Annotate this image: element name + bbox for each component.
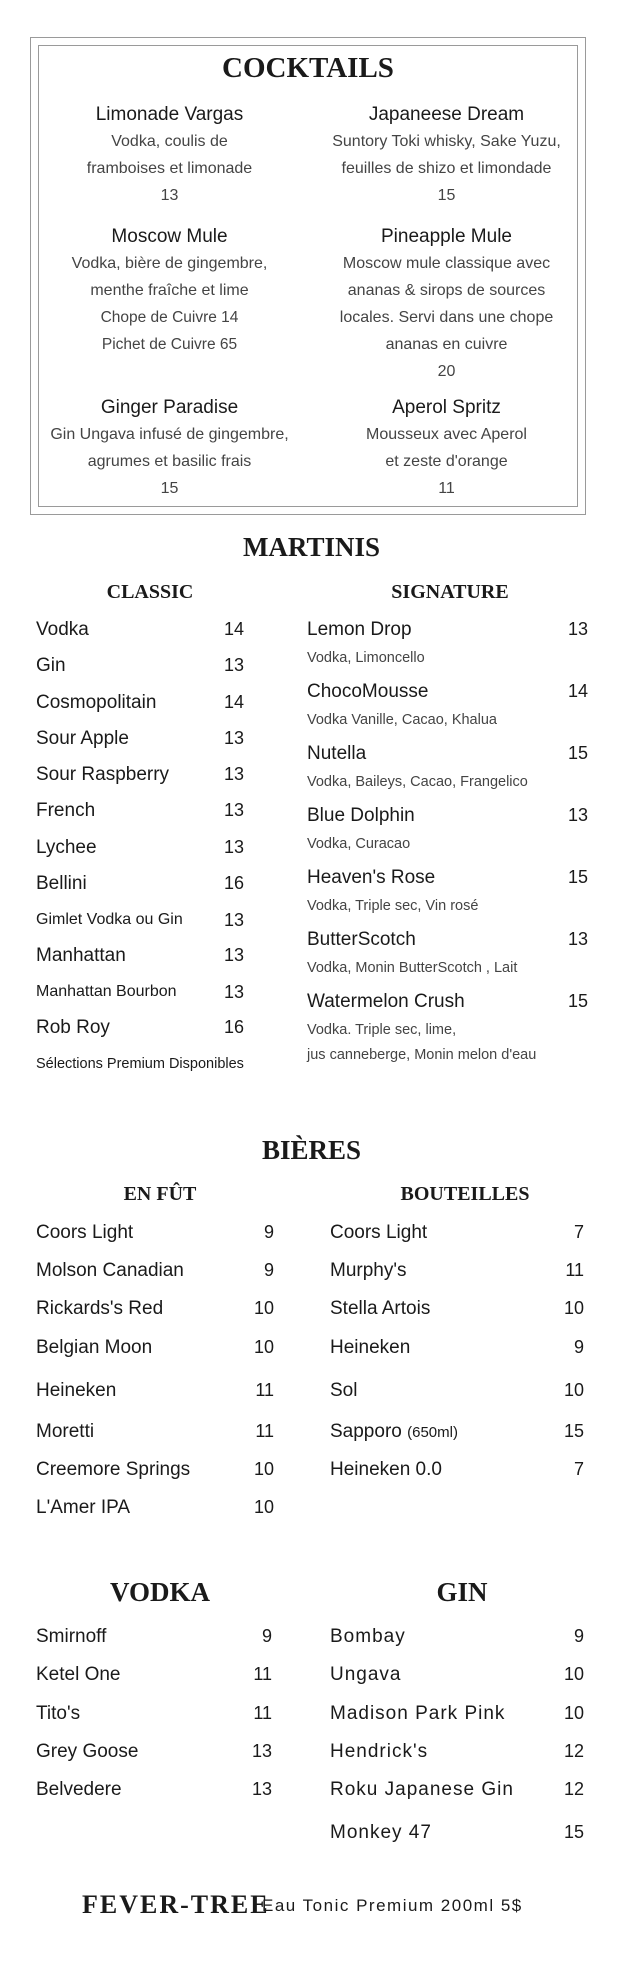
- cocktail-price: 15: [437, 187, 456, 204]
- classic-item-name: Manhattan Bourbon: [36, 983, 177, 1000]
- bouteille-item-name: Coors Light: [330, 1222, 428, 1243]
- vodka-title: VODKA: [110, 1577, 210, 1607]
- fut-item-price: 9: [263, 1260, 274, 1280]
- fut-item-name: Belgian Moon: [36, 1337, 153, 1358]
- vodka-item-price: 11: [253, 1664, 272, 1684]
- classic-item-price: 16: [223, 873, 244, 893]
- martinis-title: MARTINIS: [242, 532, 381, 562]
- cocktail-line: Vodka, bière de gingembre,: [71, 255, 268, 272]
- fut-item-name: Molson Canadian: [36, 1260, 184, 1281]
- cocktail-name: Aperol Spritz: [392, 397, 501, 418]
- signature-item-name: Nutella: [307, 743, 367, 764]
- cocktail-name: Pineapple Mule: [381, 226, 512, 247]
- signature-item-price: 15: [567, 743, 588, 763]
- fever-tree-logo: FEVER-TREE: [82, 1890, 270, 1919]
- gin-item-price: 9: [573, 1626, 584, 1646]
- cocktail-line: Pichet de Cuivre 65: [101, 336, 238, 353]
- cocktail-item: [314, 224, 579, 385]
- classic-item-name: Sour Raspberry: [36, 764, 170, 785]
- classic-item-name: Sour Apple: [36, 728, 129, 749]
- signature-item-price: 13: [567, 805, 588, 825]
- gin-title: GIN: [436, 1577, 488, 1607]
- cocktail-item: [37, 395, 302, 502]
- fut-item-price: 10: [253, 1337, 274, 1357]
- gin-item-price: 10: [563, 1703, 584, 1723]
- bouteille-item-name: Murphy's: [330, 1260, 407, 1281]
- vodka-item-name: Smirnoff: [36, 1626, 107, 1647]
- fut-item-price: 9: [263, 1222, 274, 1242]
- fut-item-name: Rickards's Red: [36, 1298, 164, 1319]
- fut-item-name: Moretti: [36, 1421, 95, 1442]
- vodka-item-price: 11: [253, 1703, 272, 1723]
- vodka-item-price: 13: [251, 1779, 272, 1799]
- signature-item-desc: Vodka, Monin ButterScotch , Lait: [307, 960, 518, 976]
- cocktail-price: 11: [438, 480, 455, 497]
- bouteille-item-price: 15: [563, 1421, 584, 1441]
- fut-item-price: 10: [253, 1497, 274, 1517]
- cocktail-line: feuilles de shizo et limondade: [341, 160, 552, 177]
- signature-item-price: 13: [567, 619, 588, 639]
- gin-item-name: Monkey 47: [330, 1822, 432, 1843]
- signature-item-desc: Vodka Vanille, Cacao, Khalua: [307, 712, 497, 728]
- signature-item-price: 15: [567, 867, 588, 887]
- signature-item-name: Heaven's Rose: [307, 867, 436, 888]
- signature-title: SIGNATURE: [391, 581, 509, 603]
- classic-item-name: French: [36, 800, 96, 821]
- cocktail-line: Mousseux avec Aperol: [366, 426, 527, 443]
- fut-item-name: Coors Light: [36, 1222, 134, 1243]
- cocktail-price: 15: [160, 480, 179, 497]
- gin-item-name: Hendrick's: [330, 1741, 429, 1762]
- cocktail-line: framboises et limonade: [86, 160, 253, 177]
- classic-item-price: 16: [223, 1017, 244, 1037]
- signature-item-price: 14: [567, 681, 588, 701]
- cocktail-line: menthe fraîche et lime: [90, 282, 249, 299]
- classic-item-name: Bellini: [36, 873, 87, 894]
- signature-item-desc: Vodka, Triple sec, Vin rosé: [307, 898, 479, 914]
- classic-item-price: 13: [223, 655, 244, 675]
- gin-item-name: Madison Park Pink: [330, 1703, 506, 1724]
- bouteille-item-price: 9: [573, 1337, 584, 1357]
- cocktail-name: Japaneese Dream: [368, 104, 525, 125]
- cocktail-line: Moscow mule classique avec: [342, 255, 551, 272]
- bouteille-item-price: 7: [573, 1459, 584, 1479]
- cocktail-price: 13: [160, 187, 179, 204]
- classic-item-name: Gin: [36, 655, 66, 676]
- gin-item-name: Bombay: [330, 1626, 406, 1647]
- fever-tree-text: Eau Tonic Premium 200ml 5$: [262, 1896, 523, 1915]
- cocktail-item: [37, 224, 302, 358]
- signature-item-name: ButterScotch: [307, 929, 416, 950]
- classic-item-price: 14: [223, 692, 244, 712]
- bouteille-item-name: Heineken 0.0: [330, 1459, 442, 1480]
- signature-item-name: ChocoMousse: [307, 681, 429, 702]
- bouteille-item-price: 11: [565, 1260, 584, 1280]
- gin-item-price: 10: [563, 1664, 584, 1684]
- bouteille-item-label: Sapporo: [330, 1421, 402, 1442]
- cocktail-line: Vodka, coulis de: [111, 133, 228, 150]
- vodka-item-name: Ketel One: [36, 1664, 121, 1685]
- cocktails-box: [30, 37, 586, 515]
- classic-item-name: Manhattan: [36, 945, 126, 966]
- vodka-item-name: Grey Goose: [36, 1741, 139, 1762]
- fut-item-price: 11: [255, 1380, 274, 1400]
- signature-item-desc: Vodka, Curacao: [307, 836, 411, 852]
- fut-item-name: Heineken: [36, 1380, 117, 1401]
- cocktail-name: Ginger Paradise: [100, 397, 239, 418]
- signature-item-price: 15: [567, 991, 588, 1011]
- bouteille-item-name: Sol: [330, 1380, 358, 1401]
- classic-item-price: 14: [223, 619, 244, 639]
- cocktail-line: Suntory Toki whisky, Sake Yuzu,: [332, 133, 561, 150]
- cocktail-line: et zeste d'orange: [385, 453, 508, 470]
- fut-item-name: L'Amer IPA: [36, 1497, 131, 1518]
- fut-item-price: 10: [253, 1459, 274, 1479]
- classic-item-name: Lychee: [36, 837, 97, 858]
- bouteille-item-name: Heineken: [330, 1337, 411, 1358]
- signature-item-desc: Vodka. Triple sec, lime,: [307, 1022, 457, 1038]
- signature-item-desc: jus canneberge, Monin melon d'eau: [307, 1047, 537, 1063]
- classic-item-name: Cosmopolitain: [36, 692, 157, 713]
- classic-item-price: 13: [223, 837, 244, 857]
- fut-item-name: Creemore Springs: [36, 1459, 191, 1480]
- cocktail-line: Chope de Cuivre 14: [100, 309, 239, 326]
- cocktails-title: COCKTAILS: [222, 52, 394, 84]
- classic-item-name: Vodka: [36, 619, 89, 640]
- signature-item-name: Blue Dolphin: [307, 805, 415, 826]
- vodka-item-price: 13: [251, 1741, 272, 1761]
- classic-item-price: 13: [223, 728, 244, 748]
- bouteilles-title: BOUTEILLES: [400, 1183, 530, 1205]
- signature-item-price: 13: [567, 929, 588, 949]
- fut-item-price: 10: [253, 1298, 274, 1318]
- gin-item-name: Roku Japanese Gin: [330, 1779, 514, 1800]
- classic-title: CLASSIC: [106, 581, 194, 603]
- classic-item-name: Rob Roy: [36, 1017, 110, 1038]
- cocktail-item: [314, 102, 579, 209]
- vodka-item-name: Tito's: [36, 1703, 81, 1724]
- bouteille-item-size: (650ml): [407, 1424, 458, 1441]
- gin-item-name: Ungava: [330, 1664, 402, 1685]
- signature-item-name: Watermelon Crush: [307, 991, 465, 1012]
- signature-item-desc: Vodka, Limoncello: [307, 650, 425, 666]
- fut-item-price: 11: [255, 1421, 274, 1441]
- gin-item-price: 12: [563, 1779, 584, 1799]
- bouteille-item-name: [330, 1421, 458, 1443]
- vodka-item-price: 9: [261, 1626, 272, 1646]
- classic-item-price: 13: [223, 945, 244, 965]
- gin-item-price: 12: [563, 1741, 584, 1761]
- cocktail-name: Moscow Mule: [111, 226, 228, 247]
- cocktail-item: [37, 102, 302, 209]
- bouteille-item-price: 10: [563, 1298, 584, 1318]
- bouteille-item-price: 10: [563, 1380, 584, 1400]
- bouteille-item-name: Stella Artois: [330, 1298, 431, 1319]
- premium-note: Sélections Premium Disponibles: [36, 1056, 244, 1072]
- classic-item-price: 13: [223, 764, 244, 784]
- cocktail-name: Limonade Vargas: [95, 104, 244, 125]
- bieres-title: BIÈRES: [261, 1135, 362, 1165]
- cocktail-item: [314, 395, 579, 502]
- cocktail-line: ananas & sirops de sources: [347, 282, 546, 299]
- en-fut-title: EN FÛT: [123, 1183, 197, 1205]
- classic-item-name: Gimlet Vodka ou Gin: [36, 911, 183, 928]
- cocktail-price: 20: [437, 363, 456, 380]
- cocktail-line: ananas en cuivre: [385, 336, 508, 353]
- vodka-item-name: Belvedere: [36, 1779, 122, 1800]
- classic-item-price: 13: [223, 982, 244, 1002]
- gin-item-price: 15: [563, 1822, 584, 1842]
- signature-item-desc: Vodka, Baileys, Cacao, Frangelico: [307, 774, 528, 790]
- classic-item-price: 13: [223, 910, 244, 930]
- signature-item-name: Lemon Drop: [307, 619, 412, 640]
- cocktail-line: Gin Ungava infusé de gingembre,: [50, 426, 289, 443]
- cocktail-line: agrumes et basilic frais: [87, 453, 252, 470]
- bouteille-item-price: 7: [573, 1222, 584, 1242]
- cocktail-line: locales. Servi dans une chope: [339, 309, 554, 326]
- classic-item-price: 13: [223, 800, 244, 820]
